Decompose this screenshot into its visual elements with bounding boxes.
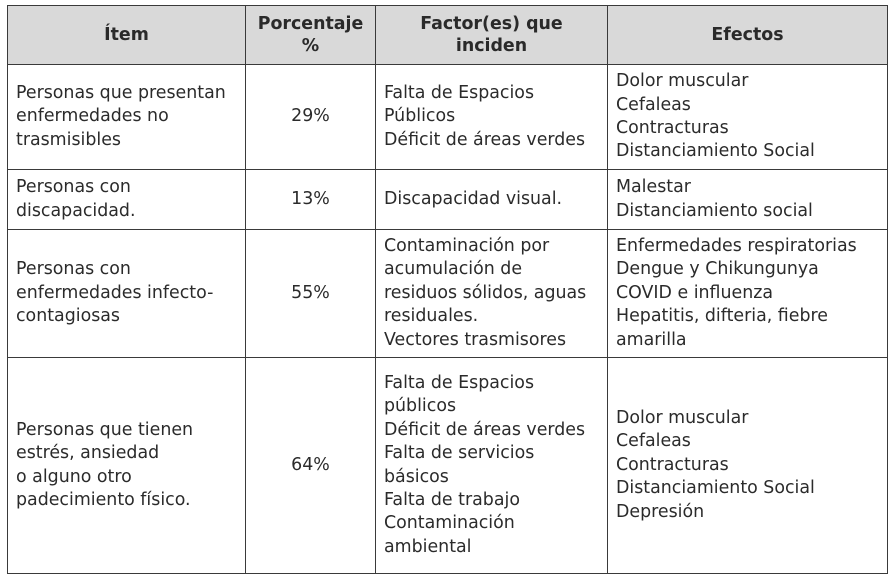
header-factors-line: Factor(es) que xyxy=(420,14,563,34)
factors-cell-line: residuos sólidos, aguas xyxy=(384,282,587,303)
effects-cell-line: Cefaleas xyxy=(616,94,691,115)
item-cell xyxy=(8,170,246,230)
header-item xyxy=(8,6,246,65)
item-cell-line: estrés, ansiedad xyxy=(16,443,160,464)
item-cell-line: enfermedades infecto- xyxy=(16,282,214,303)
effects-cell-line: Distanciamiento Social xyxy=(616,478,815,499)
header-percent-line: % xyxy=(301,36,320,56)
factors-cell xyxy=(376,230,608,358)
item-cell xyxy=(8,230,246,358)
effects-cell-line: COVID e influenza xyxy=(616,282,774,303)
percent-cell: 64% xyxy=(246,358,376,574)
effects-cell xyxy=(608,230,888,358)
effects-cell-line: amarilla xyxy=(616,329,687,350)
effects-cell-line: Malestar xyxy=(616,177,691,198)
header-factors-line: inciden xyxy=(455,36,528,56)
table-row xyxy=(8,230,888,358)
item-cell-line: Personas con xyxy=(16,177,131,198)
factors-cell-line: básicos xyxy=(384,466,449,487)
factors-cell-line: Contaminación xyxy=(384,513,515,534)
factors-cell-line: Falta de Espacios xyxy=(384,82,535,103)
factors-cell-line: residuales. xyxy=(384,306,479,327)
effects-cell xyxy=(608,65,888,170)
factors-cell-line: Déficit de áreas verdes xyxy=(384,419,586,440)
effects-cell-line: Dengue y Chikungunya xyxy=(616,259,819,280)
effects-cell-line: Distanciamiento Social xyxy=(616,141,815,162)
percent-cell: 13% xyxy=(246,170,376,230)
item-cell-line: o alguno otro xyxy=(16,466,132,487)
factors-cell-line: Vectores trasmisores xyxy=(384,329,567,350)
effects-cell-line: Contracturas xyxy=(616,454,729,475)
factors-cell-line: acumulación de xyxy=(384,259,523,280)
header-percent-line: Porcentaje xyxy=(257,14,364,34)
percent-cell: 55% xyxy=(246,230,376,358)
item-cell-line: Personas que presentan xyxy=(16,82,226,103)
effects-cell-line: Contracturas xyxy=(616,118,729,138)
factors-cell xyxy=(376,65,608,170)
effects-cell-line: Depresión xyxy=(616,501,705,522)
factors-cell-line: Déficit de áreas verdes xyxy=(384,129,586,150)
item-cell-line: discapacidad. xyxy=(16,200,136,221)
effects-cell-line: Distanciamiento social xyxy=(616,200,813,221)
item-cell-line: Personas con xyxy=(16,259,131,280)
factors-cell-line: Discapacidad visual. xyxy=(384,188,563,209)
header-effects-text: Efectos xyxy=(711,25,784,45)
factors-cell-line: Contaminación por xyxy=(384,235,550,256)
effects-cell xyxy=(608,358,888,574)
factors-cell-line: Públicos xyxy=(384,106,456,127)
header-factors xyxy=(376,6,608,65)
table-row xyxy=(8,170,888,230)
factors-cell-line: Falta de Espacios xyxy=(384,372,535,393)
effects-cell xyxy=(608,170,888,230)
item-cell xyxy=(8,358,246,574)
item-cell-line: contagiosas xyxy=(16,306,120,327)
data-table xyxy=(7,5,888,574)
effects-cell-line: Enfermedades respiratorias xyxy=(616,235,857,256)
factors-cell-line: ambiental xyxy=(384,536,472,557)
effects-cell-line: Cefaleas xyxy=(616,431,691,452)
effects-cell-line: Dolor muscular xyxy=(616,71,749,92)
table-row xyxy=(8,358,888,574)
percent-cell: 29% xyxy=(246,65,376,170)
effects-cell-line: Dolor muscular xyxy=(616,407,749,428)
factors-cell-line: públicos xyxy=(384,396,457,417)
item-cell xyxy=(8,65,246,170)
table-row xyxy=(8,65,888,170)
item-cell-line: enfermedades no xyxy=(16,106,169,127)
header-percent xyxy=(246,6,376,65)
header-item-text: Ítem xyxy=(104,25,149,45)
header-row xyxy=(8,6,888,65)
item-cell-line: padecimiento físico. xyxy=(16,489,191,510)
item-cell-line: Personas que tienen xyxy=(16,419,194,440)
factors-cell xyxy=(376,358,608,574)
factors-cell xyxy=(376,170,608,230)
factors-cell-line: Falta de servicios xyxy=(384,443,535,464)
header-effects xyxy=(608,6,888,65)
effects-cell-line: Hepatitis, difteria, fiebre xyxy=(616,306,828,327)
factors-cell-line: Falta de trabajo xyxy=(384,489,520,510)
item-cell-line: trasmisibles xyxy=(16,129,121,150)
